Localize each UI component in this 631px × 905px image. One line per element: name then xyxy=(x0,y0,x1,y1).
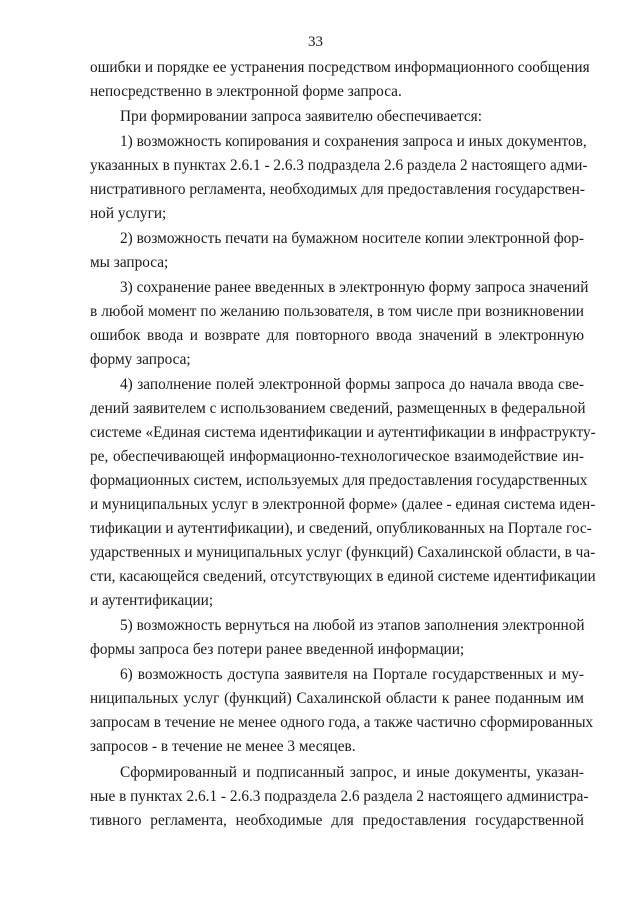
text-line: ударственных и муниципальных услуг (функций) Сахалинской области, в ча- xyxy=(90,544,596,561)
text-line: сти, касающейся сведений, отсутствующих в единой системе идентификации xyxy=(90,568,596,585)
text-line: Сформированный и подписанный запрос, и иные документы, указан- xyxy=(120,764,584,781)
text-line: ные в пунктах 2.6.1 - 2.6.3 подраздела 2.6 раздела 2 настоящего администра- xyxy=(90,788,589,805)
text-line: в любой момент по желанию пользователя, в том числе при возникновении xyxy=(90,303,584,320)
text-line: и муниципальных услуг в электронной форме» (далее - единая система иден- xyxy=(90,496,596,513)
text-line: мы запроса; xyxy=(90,254,169,271)
text-line: 2) возможность печати на бумажном носителе копии электронной фор- xyxy=(120,230,585,247)
text-line: 5) возможность вернуться на любой из этапов заполнения электронной xyxy=(120,617,585,634)
text-line: 4) заполнение полей электронной формы запроса до начала ввода све- xyxy=(120,376,584,393)
text-line: системе «Единая система идентификации и аутентификации в инфраструкту- xyxy=(90,424,596,441)
text-line: 3) сохранение ранее введенных в электронную форму запроса значений xyxy=(120,279,589,296)
text-line: 6) возможность доступа заявителя на Портале государственных и му- xyxy=(120,666,584,683)
page-number: 33 xyxy=(308,34,323,50)
text-line: нистративного регламента, необходимых для предоставления государствен- xyxy=(90,181,585,198)
text-line: ошибки и порядке ее устранения посредством информационного сообщения xyxy=(90,59,590,76)
text-line: тивного регламента, необходимые для предоставления государственной xyxy=(90,812,584,829)
text-line: запросам в течение не менее одного года, а также частично сформированных xyxy=(90,714,594,731)
text-line: формы запроса без потери ранее введенной информации; xyxy=(90,641,465,658)
text-line: 1) возможность копирования и сохранения запроса и иных документов, xyxy=(120,133,587,150)
text-line: тификации и аутентификации), и сведений, опубликованных на Портале гос- xyxy=(90,520,592,537)
text-line: указанных в пунктах 2.6.1 - 2.6.3 подраздела 2.6 раздела 2 настоящего адми- xyxy=(90,157,588,174)
text-line: ной услуги; xyxy=(90,205,167,222)
text-line: и аутентификации; xyxy=(90,592,214,609)
text-line: формационных систем, используемых для предоставления государственных xyxy=(90,472,588,489)
text-line: ниципальных услуг (функций) Сахалинской области к ранее поданным им xyxy=(90,690,584,707)
text-line: ошибок ввода и возврате для повторного ввода значений в электронную xyxy=(90,327,584,344)
text-line: форму запроса; xyxy=(90,351,191,368)
text-line: При формировании запроса заявителю обеспечивается: xyxy=(120,108,482,125)
text-line: запросов - в течение не менее 3 месяцев. xyxy=(90,738,356,755)
text-line: дений заявителем с использованием сведений, размещенных в федеральной xyxy=(90,400,586,417)
text-line: непосредственно в электронной форме запроса. xyxy=(90,83,402,100)
text-line: ре, обеспечивающей информационно-технологическое взаимодействие ин- xyxy=(90,448,584,465)
